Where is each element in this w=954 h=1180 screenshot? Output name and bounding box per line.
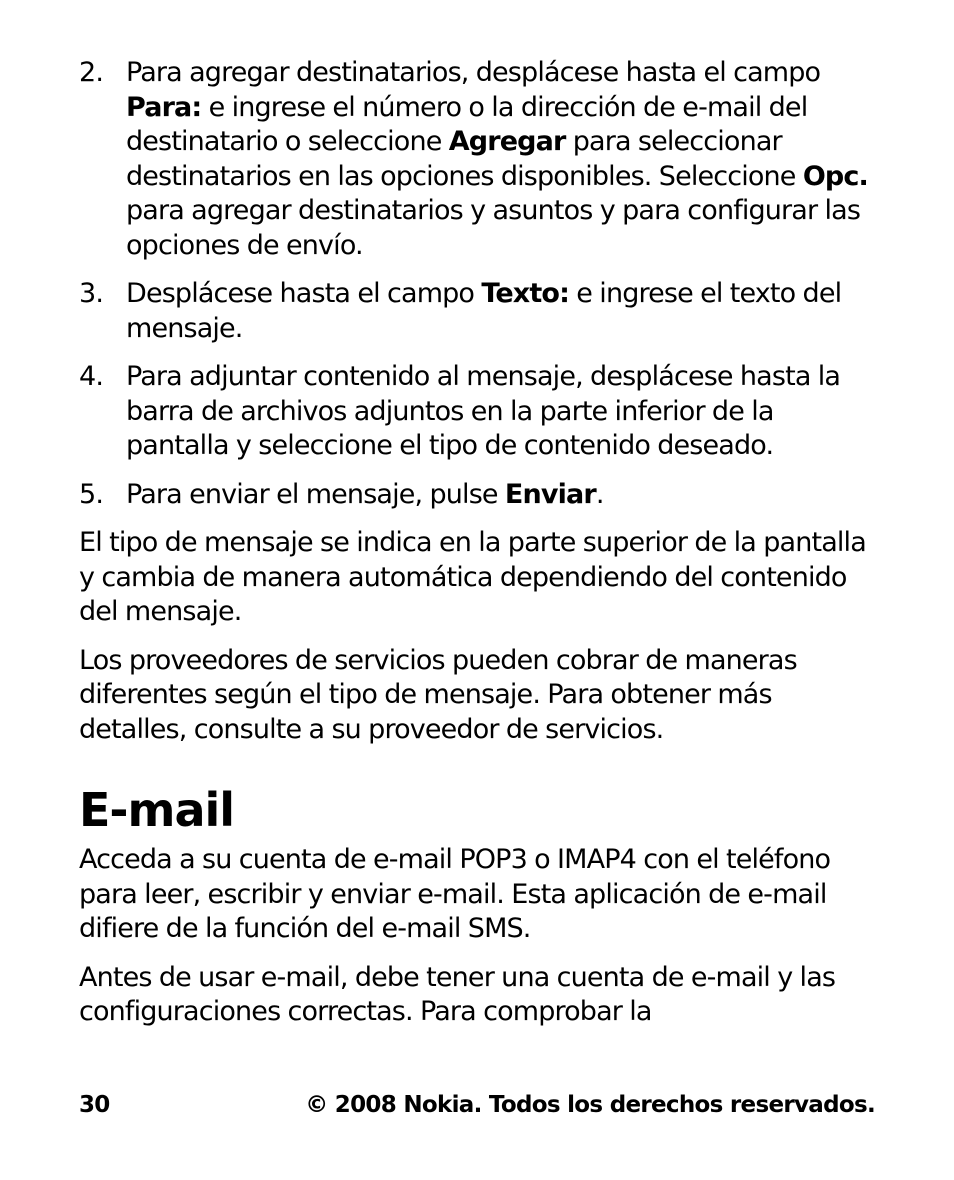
step-3	[79, 277, 879, 346]
step-number: 5.	[79, 478, 104, 510]
step-number: 3.	[79, 278, 104, 309]
page-footer	[79, 1090, 875, 1120]
step-text-run: Para enviar el mensaje, pulse	[126, 478, 505, 510]
section-paragraph: Antes de usar e-mail, debe tener una cuenta de e-mail y las configuraciones correctas. Para comprobar la	[79, 961, 836, 1027]
page-content	[79, 56, 879, 1044]
option-opc-label: Opc.	[802, 160, 868, 192]
step-number: 2.	[79, 57, 104, 88]
step-text	[126, 56, 879, 263]
copyright-notice: © 2008 Nokia. Todos los derechos reservados.	[305, 1092, 875, 1118]
steps-list	[79, 56, 879, 512]
option-agregar-label: Agregar	[448, 126, 566, 157]
step-text-run: .	[595, 478, 604, 510]
step-text-run: Para adjuntar contenido al mensaje, desplácese hasta la barra de archivos adjuntos en la parte inferior de la pantalla y seleccione el tipo de contenido deseado.	[126, 361, 841, 461]
step-text-run: para seleccionar destinatarios en las opciones disponibles. Seleccione	[126, 126, 803, 192]
step-2	[79, 56, 879, 263]
body-paragraph: El tipo de mensaje se indica en la parte superior de la pantalla y cambia de manera automática dependiendo del contenido del mensaje.	[79, 527, 866, 627]
page-number: 30	[79, 1092, 110, 1118]
section-paragraph: Acceda a su cuenta de e-mail POP3 o IMAP4 con el teléfono para leer, escribir y enviar e-mail. Esta aplicación de e-mail difiere de la función del e-mail SMS.	[79, 844, 831, 944]
option-enviar-label: Enviar	[504, 478, 596, 510]
step-text	[126, 360, 879, 464]
step-text	[126, 277, 879, 346]
step-5	[79, 478, 879, 513]
step-text-run: e ingrese el número o la dirección de e-mail del destinatario o seleccione	[126, 91, 808, 157]
step-text	[126, 478, 879, 513]
step-4	[79, 360, 879, 464]
step-text-run: Desplácese hasta el campo	[126, 278, 482, 309]
step-text-run: e ingrese el texto del mensaje.	[126, 278, 842, 344]
field-para-label: Para:	[126, 91, 202, 123]
body-paragraph: Los proveedores de servicios pueden cobrar de maneras diferentes según el tipo de mensaje. Para obtener más detalles, consulte a su proveedor de servicios.	[79, 644, 797, 745]
step-text-run: Para agregar destinatarios, desplácese hasta el campo	[126, 57, 821, 88]
step-number: 4.	[79, 361, 104, 392]
section-heading-email: E-mail	[79, 783, 235, 837]
step-text-run: para agregar destinatarios y asuntos y para configurar las opciones de envío.	[126, 195, 861, 261]
field-texto-label: Texto:	[481, 278, 570, 309]
